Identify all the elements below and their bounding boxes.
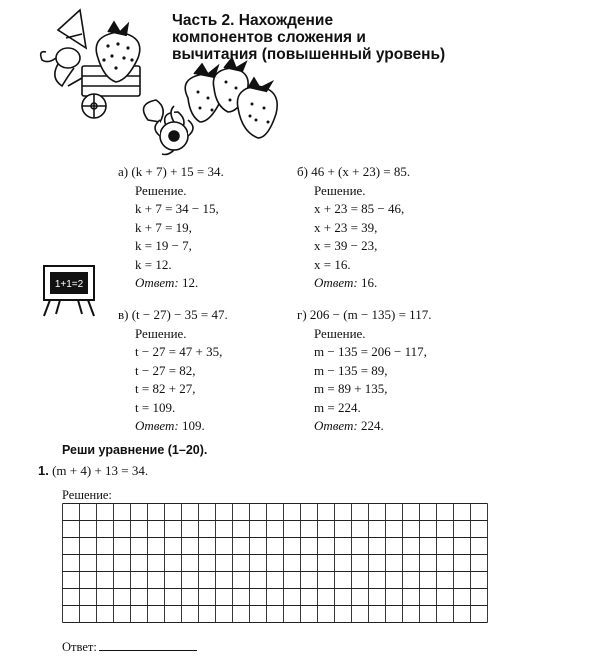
title-line-2: компонентов сложения и: [172, 29, 366, 46]
example-c-solution-label: Решение.: [135, 325, 187, 341]
example-c-answer: Ответ: 109.: [135, 418, 205, 433]
example-a-equation: а) (k + 7) + 15 = 34.: [118, 164, 224, 179]
example-b-answer: Ответ: 16.: [314, 275, 378, 290]
example-c-equation: в) (t − 27) − 35 = 47.: [118, 307, 228, 322]
example-d-step: m = 224.: [314, 399, 361, 415]
exercise-1-answer: [62, 640, 197, 655]
example-d-step: m − 135 = 89,: [314, 362, 388, 378]
example-d-step: m − 135 = 206 − 117,: [314, 344, 427, 359]
example-c-step: t − 27 = 47 + 35,: [135, 344, 223, 359]
strawberry-gnome-illustration: [28, 8, 288, 158]
example-d-answer: Ответ: 224.: [314, 418, 384, 433]
example-a-step: k = 12.: [135, 256, 172, 272]
title-line-1: Часть 2. Нахождение: [172, 12, 334, 29]
example-b-step: x = 39 − 23,: [314, 238, 378, 253]
example-c-step: t = 82 + 27,: [135, 381, 196, 396]
example-b-step: x + 23 = 85 − 46,: [314, 201, 405, 216]
example-d-equation: г) 206 − (m − 135) = 117.: [297, 307, 432, 322]
chalkboard-text: 1+1=2: [54, 279, 84, 290]
example-a-step: k + 7 = 34 − 15,: [135, 201, 219, 216]
answer-line[interactable]: [99, 640, 197, 651]
example-c-step: t = 109.: [135, 399, 176, 415]
title-line-3: вычитания (повышенный уровень): [172, 46, 446, 63]
example-a-solution-label: Решение.: [135, 182, 187, 198]
example-c-step: t − 27 = 82,: [135, 362, 196, 378]
example-a: [118, 163, 224, 293]
exercise-1-solution-label: Решение:: [62, 488, 112, 502]
example-b-step: x + 23 = 39,: [314, 219, 378, 235]
example-a-step: k + 7 = 19,: [135, 219, 192, 235]
example-d-step: m = 89 + 135,: [314, 381, 388, 396]
example-b-step: x = 16.: [314, 256, 351, 272]
exercise-1-equation: 1. (m + 4) + 13 = 34.: [38, 463, 149, 478]
example-c: [118, 306, 228, 436]
example-a-answer: Ответ: 12.: [135, 275, 199, 290]
example-d-solution-label: Решение.: [314, 325, 366, 341]
answer-label: Ответ:: [62, 640, 97, 654]
example-b-equation: б) 46 + (x + 23) = 85.: [297, 164, 411, 179]
example-a-step: k = 19 − 7,: [135, 238, 192, 253]
exercise-heading: Реши уравнение (1–20).: [62, 443, 208, 457]
example-b: [297, 163, 410, 293]
example-d: [297, 306, 431, 436]
solution-grid[interactable]: [62, 503, 488, 627]
chalkboard-icon: [40, 262, 104, 318]
example-b-solution-label: Решение.: [314, 182, 366, 198]
